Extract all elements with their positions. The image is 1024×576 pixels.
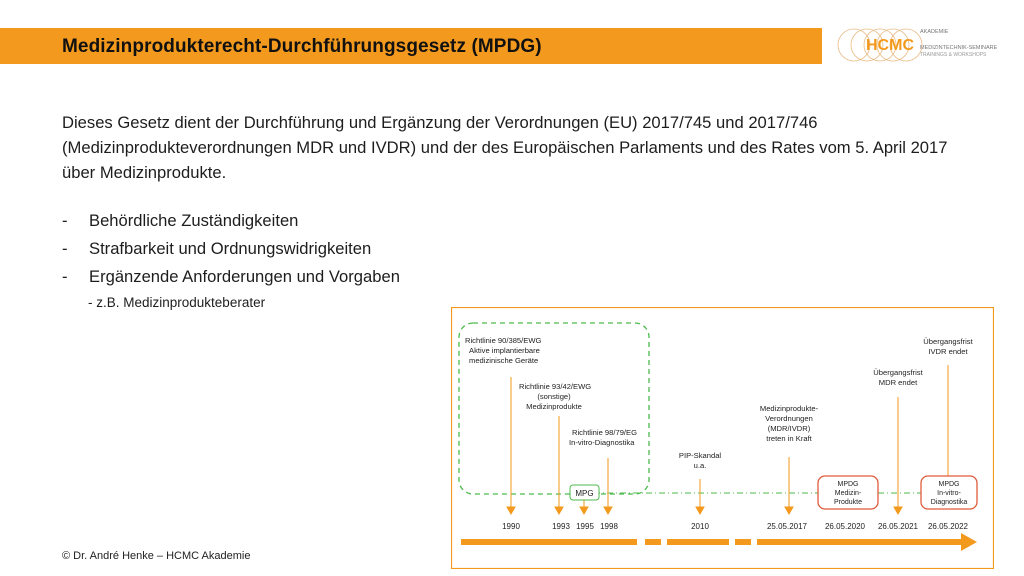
richtlinie-2-line3: Medizinprodukte [526, 402, 582, 411]
bullet-text: Ergänzende Anforderungen und Vorgaben [89, 267, 400, 286]
list-item: - Strafbarkeit und Ordnungswidrigkeiten [62, 239, 400, 267]
axis-segment [461, 539, 637, 545]
verordnungen-line2: Verordnungen [765, 414, 813, 423]
richtlinie-2-line2: (sonstige) [537, 392, 571, 401]
timeline-diagram [451, 307, 994, 569]
logo-line2: MEDIZINTECHNIK-SEMINARE [920, 45, 998, 51]
year-label: 26.05.2021 [877, 522, 919, 531]
richtlinie-3-line2: In-vitro-Diagnostika [569, 438, 635, 447]
mpdg2-line3: Diagnostika [930, 499, 968, 506]
bullet-text: Behördliche Zuständigkeiten [89, 211, 299, 230]
year-label: 26.05.2020 [824, 522, 866, 531]
slide-title: Medizinprodukterecht-Durchführungsgesetz (MPDG) [62, 36, 542, 57]
year-label: 1993 [552, 522, 570, 531]
pip-line2: u.a. [693, 461, 707, 470]
ivdr-end-line2: IVDR endet [928, 347, 968, 356]
mpdg2-line2: In-vitro- [937, 490, 961, 497]
bullet-text: Strafbarkeit und Ordnungswidrigkeiten [89, 239, 372, 258]
year-label: 1990 [502, 522, 520, 531]
logo-line3: TRAININGS & WORKSHOPS [920, 52, 987, 58]
axis-segment [757, 539, 961, 545]
year-label: 1995 [576, 522, 594, 531]
year-label: 1998 [600, 522, 618, 531]
pip-line1: PIP-Skandal [678, 451, 722, 460]
richtlinie-2-line1: Richtlinie 93/42/EWG [519, 382, 592, 391]
logo-name: HCMC [866, 37, 914, 54]
logo-line1: AKADEMIE [920, 29, 949, 35]
mdr-end-line1: Übergangsfrist [873, 368, 923, 377]
richtlinie-3-line1: Richtlinie 98/79/EG [572, 428, 638, 437]
mpdg1-line2: Medizin- [834, 490, 862, 497]
sub-bullet: - z.B. Medizinprodukteberater [88, 295, 266, 310]
year-label: 25.05.2017 [766, 522, 808, 531]
verordnungen-line1: Medizinprodukte- [759, 404, 819, 413]
intro-paragraph: Dieses Gesetz dient der Durchführung und Ergänzung der Verordnungen (EU) 2017/745 und 2017/746 (Medizinprodukteverordnungen MDR und IVDR) und der des Europäischen Parlaments und des Rates vom 5. April 2017 über Medizinprodukte. [62, 113, 948, 182]
mpdg1-line1: MPDG [837, 481, 859, 488]
verordnungen-line4: treten in Kraft [766, 434, 812, 443]
axis-segment [735, 539, 751, 545]
axis-segment [667, 539, 729, 545]
list-item: - Behördliche Zuständigkeiten [62, 211, 400, 239]
list-item: - Ergänzende Anforderungen und Vorgaben [62, 267, 400, 295]
mpg-label: MPG [575, 489, 594, 498]
verordnungen-line3: (MDR/IVDR) [767, 424, 811, 433]
ivdr-end-line1: Übergangsfrist [923, 337, 973, 346]
year-label: 2010 [691, 522, 709, 531]
richtlinie-1-line2: Aktive implantierbare [469, 346, 540, 355]
hcmc-logo [834, 24, 1014, 66]
mpdg2-line1: MPDG [938, 481, 960, 488]
mpdg1-line3: Produkte [833, 499, 863, 506]
footer-copyright: © Dr. André Henke – HCMC Akademie [62, 550, 251, 562]
bullet-list [62, 211, 400, 295]
year-label: 26.05.2022 [927, 522, 969, 531]
mdr-end-line2: MDR endet [878, 378, 918, 387]
axis-segment [645, 539, 661, 545]
richtlinie-1-line1: Richtlinie 90/385/EWG [465, 336, 542, 345]
richtlinie-1-line3: medizinische Geräte [469, 356, 539, 365]
